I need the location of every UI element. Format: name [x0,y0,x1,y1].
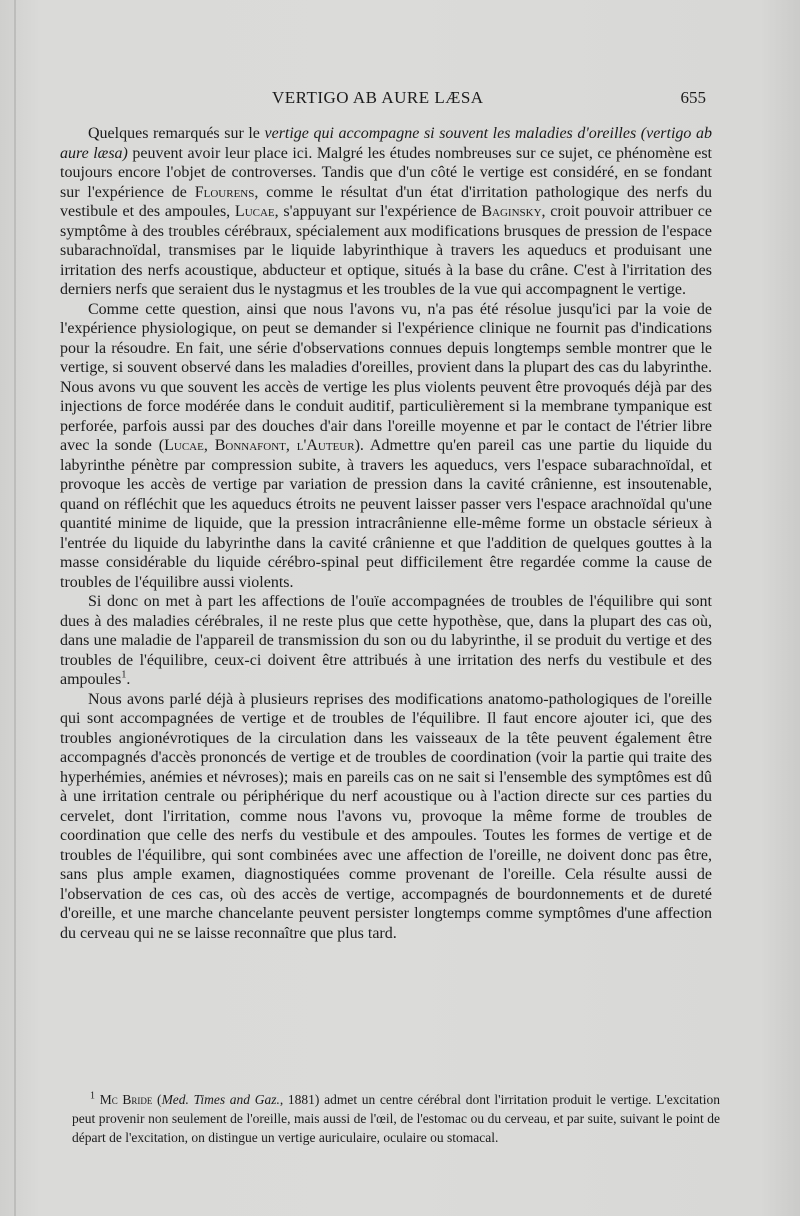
text-run: Comme cette question, ainsi que nous l'avons vu, n'a pas été résolue jusqu'ici par la voie de l'expérience physiologique, on peut se demander si l'expérience clinique ne fournit pas d'indications pour la résoudre. En fait, une série d'observations connues depuis longtemps semble montrer que le vertige, si souvent observé dans les maladies d'oreilles, provient dans la plupart des cas du labyrinthe. Nous avons vu que souvent les accès de vertige les plus violents peuvent être provoqués déjà par des injections de force modérée dans le conduit auditif, particulièrement si la membrane tympanique est perforée, parfois aussi par des douches d'air dans l'oreille moyenne et par le contact de l'étrier libre avec la sonde ( [60,300,712,454]
text-run: ( [152,1092,162,1107]
text-run: , s'appuyant sur l'expérience de [274,203,482,220]
text-run: ). Admettre qu'en pareil cas une partie du liquide du labyrinthe pénètre par compression subite, à travers les aqueducs, vers l'espace subarachnoïdal, et provoque les accès de vertige par variation de pression dans la cavité crânienne, est insoutenable, quand on réfléchit que les aqueducs étroits ne peuvent laisser passer vers l'espace arachnoïdal qu'une quantité minime de liquide, que la pression intracrânienne elle-même forme un obstacle sérieux à l'entrée du liquide du labyrinthe dans la cavité crânienne et que l'addition de quelques gouttes à la masse considérable du liquide cérébro-spinal peut difficilement être regardée comme la cause de troubles de l'équilibre aussi violents. [60,437,713,591]
text-run: . [126,671,131,688]
text-run: , comme le résultat d'un état d'irritation pathologique des nerfs du vestibule et des ampoules, [60,183,712,220]
text-run: , [203,437,215,454]
footnote-author: Mc Bride [99,1092,153,1107]
text-run: , [285,437,297,454]
author-name: l'Auteur [296,437,355,454]
paragraph-1 [60,124,712,300]
running-title: VERTIGO AB AURE LÆSA [272,88,484,107]
page-number: 655 [680,88,706,107]
paragraph-2 [60,300,712,593]
footnote-1 [72,1090,720,1147]
footnote-ref: 1 [121,669,127,681]
main-text [60,124,712,943]
text-run: Quelques remarqués sur le [88,125,265,142]
text-run: Si donc on met à part les affections de l'ouïe accompagnées de troubles de l'équilibre qui sont dues à des maladies cérébrales, il ne reste plus que cette hypothèse, que, dans la plupart des cas où, dans une maladie de l'appareil de transmission du son ou du labyrinthe, il se produit du vertige et des troubles de l'équilibre, ceux-ci doivent être attribués à une irritation des nerfs du vestibule et des ampoules [60,593,712,688]
footnote-text: , 1881) admet un centre cérébral dont l'irritation produit le vertige. L'excitation peut provenir non seulement de l'oreille, mais aussi de l'œil, de l'estomac ou du cerveau, et par suite, suivant le point de départ de l'excitation, on distingue un vertige auriculaire, oculaire ou stomacal. [72,1092,721,1145]
page-edge [14,0,16,1216]
footnote-source: Med. Times and Gaz. [161,1092,280,1107]
author-name: Lucae [234,203,275,220]
author-name: Baginsky [481,203,542,220]
author-name: Bonnafont [214,437,286,454]
footnotes [72,1090,720,1147]
text-run: , croit pouvoir attribuer ce symptôme à des troubles cérébraux, spécialement aux modifications brusques de pression de l'espace subarachnoïdal, transmises par le liquide labyrinthique à travers les aqueducs et produisant une irritation des nerfs acoustique, abducteur et optique, situés à la base du crâne. C'est à l'irritation des derniers nerfs que seraient dus le nystagmus et les troubles de la vue qui accompagnent le vertige. [60,203,712,298]
paragraph-3 [60,592,712,690]
page-header [62,88,706,112]
footnote-marker: 1 [90,1090,95,1102]
italic-phrase: vertige qui accompagne si souvent les maladies d'oreilles (vertigo ab aure læsa) [60,125,712,162]
author-name: Flourens [194,183,255,201]
paragraph-4: Nous avons parlé déjà à plusieurs reprises des modifications anatomo-pathologiques de l'oreille qui sont accompagnées de vertige et de troubles de l'équilibre. Il faut encore ajouter ici, que des troubles angionévrotiques de la circulation dans les vaisseaux de la tête peuvent également être accompagnés d'accès prononcés de vertige et de troubles de coordination (voir la partie qui traite des hyperhémies, anémies et névroses); mais en pareils cas on ne sait si l'ensemble des symptômes est dû à une irritation centrale ou périphérique du nerf acoustique ou à l'action directe sur ces parties du cervelet, dont l'irritation, comme nous l'avons vu, provoque la même forme de troubles de coordination que celle des nerfs du vestibule et des ampoules. Toutes les formes de vertige et de troubles de l'équilibre, qui sont combinées avec une affection de l'oreille, ne doivent donc pas être, sans plus ample examen, diagnostiquées comme provenant de l'oreille. Cela résulte aussi de l'observation de ces cas, où des accès de vertige, accompagnés de bourdonnements et de dureté d'oreille, et une marche chancelante peuvent persister longtemps comme symptômes d'une affection du cerveau qui ne se laisse reconnaître que plus tard. [60,690,712,942]
text-run: peuvent avoir leur place ici. Malgré les études nombreuses sur ce sujet, ce phénomène est toujours encore l'objet de controverses. Tandis que d'un côté le vertige est considéré, en se fondant sur l'expérience de [60,144,713,201]
author-name: Lucae [164,437,204,454]
